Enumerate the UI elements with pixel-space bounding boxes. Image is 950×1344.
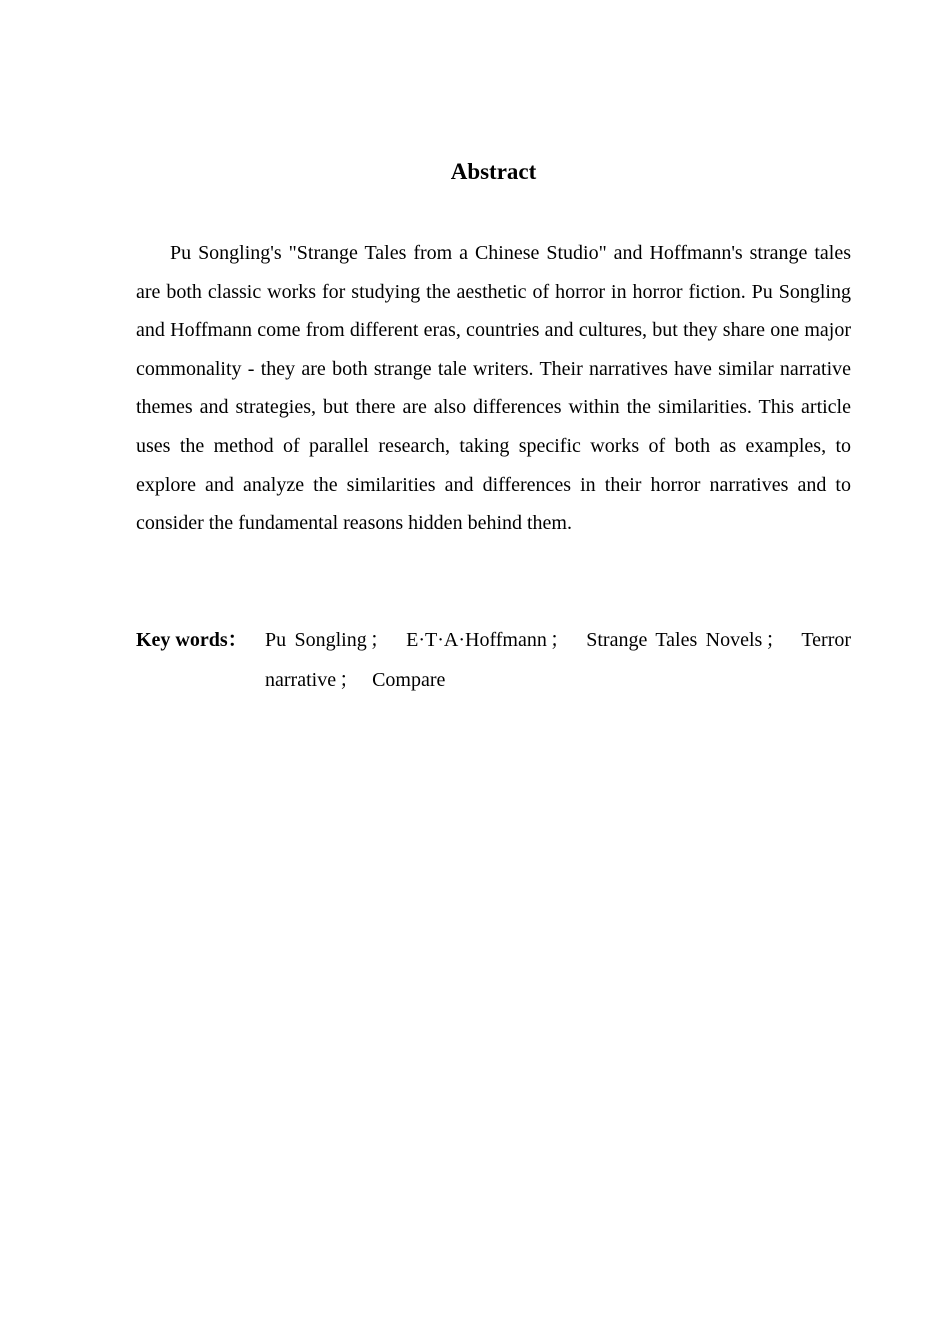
abstract-body: Pu Songling's "Strange Tales from a Chinese Studio" and Hoffmann's strange tales are both classic works for studying the aesthetic of horror in horror fiction. Pu Songling and Hoffmann come from different eras, countries and cultures, but they share one major commonality - they are both strange tale writers. Their narratives have similar narrative themes and strategies, but there are also differences within the similarities. This article uses the method of parallel research, taking specific works of both as examples, to explore and analyze the similarities and differences in their horror narratives and to consider the fundamental reasons hidden behind them. xyxy=(136,242,851,535)
keyword-item: Compare xyxy=(372,669,446,691)
abstract-title: Abstract xyxy=(450,159,537,184)
keyword-separator: ； xyxy=(765,629,786,651)
keyword-item: Terror narrative xyxy=(265,629,852,691)
keyword-item: Pu Songling xyxy=(265,629,367,651)
keywords-section xyxy=(136,620,851,700)
keywords-list xyxy=(265,620,851,700)
keyword-separator: ； xyxy=(339,669,360,691)
keywords-label: Key words： xyxy=(136,629,248,651)
keyword-item: E·T·A·Hoffmann xyxy=(406,629,547,651)
keyword-item: Strange Tales Novels xyxy=(586,629,763,651)
keyword-separator: ； xyxy=(549,629,570,651)
keyword-separator: ； xyxy=(369,629,390,651)
